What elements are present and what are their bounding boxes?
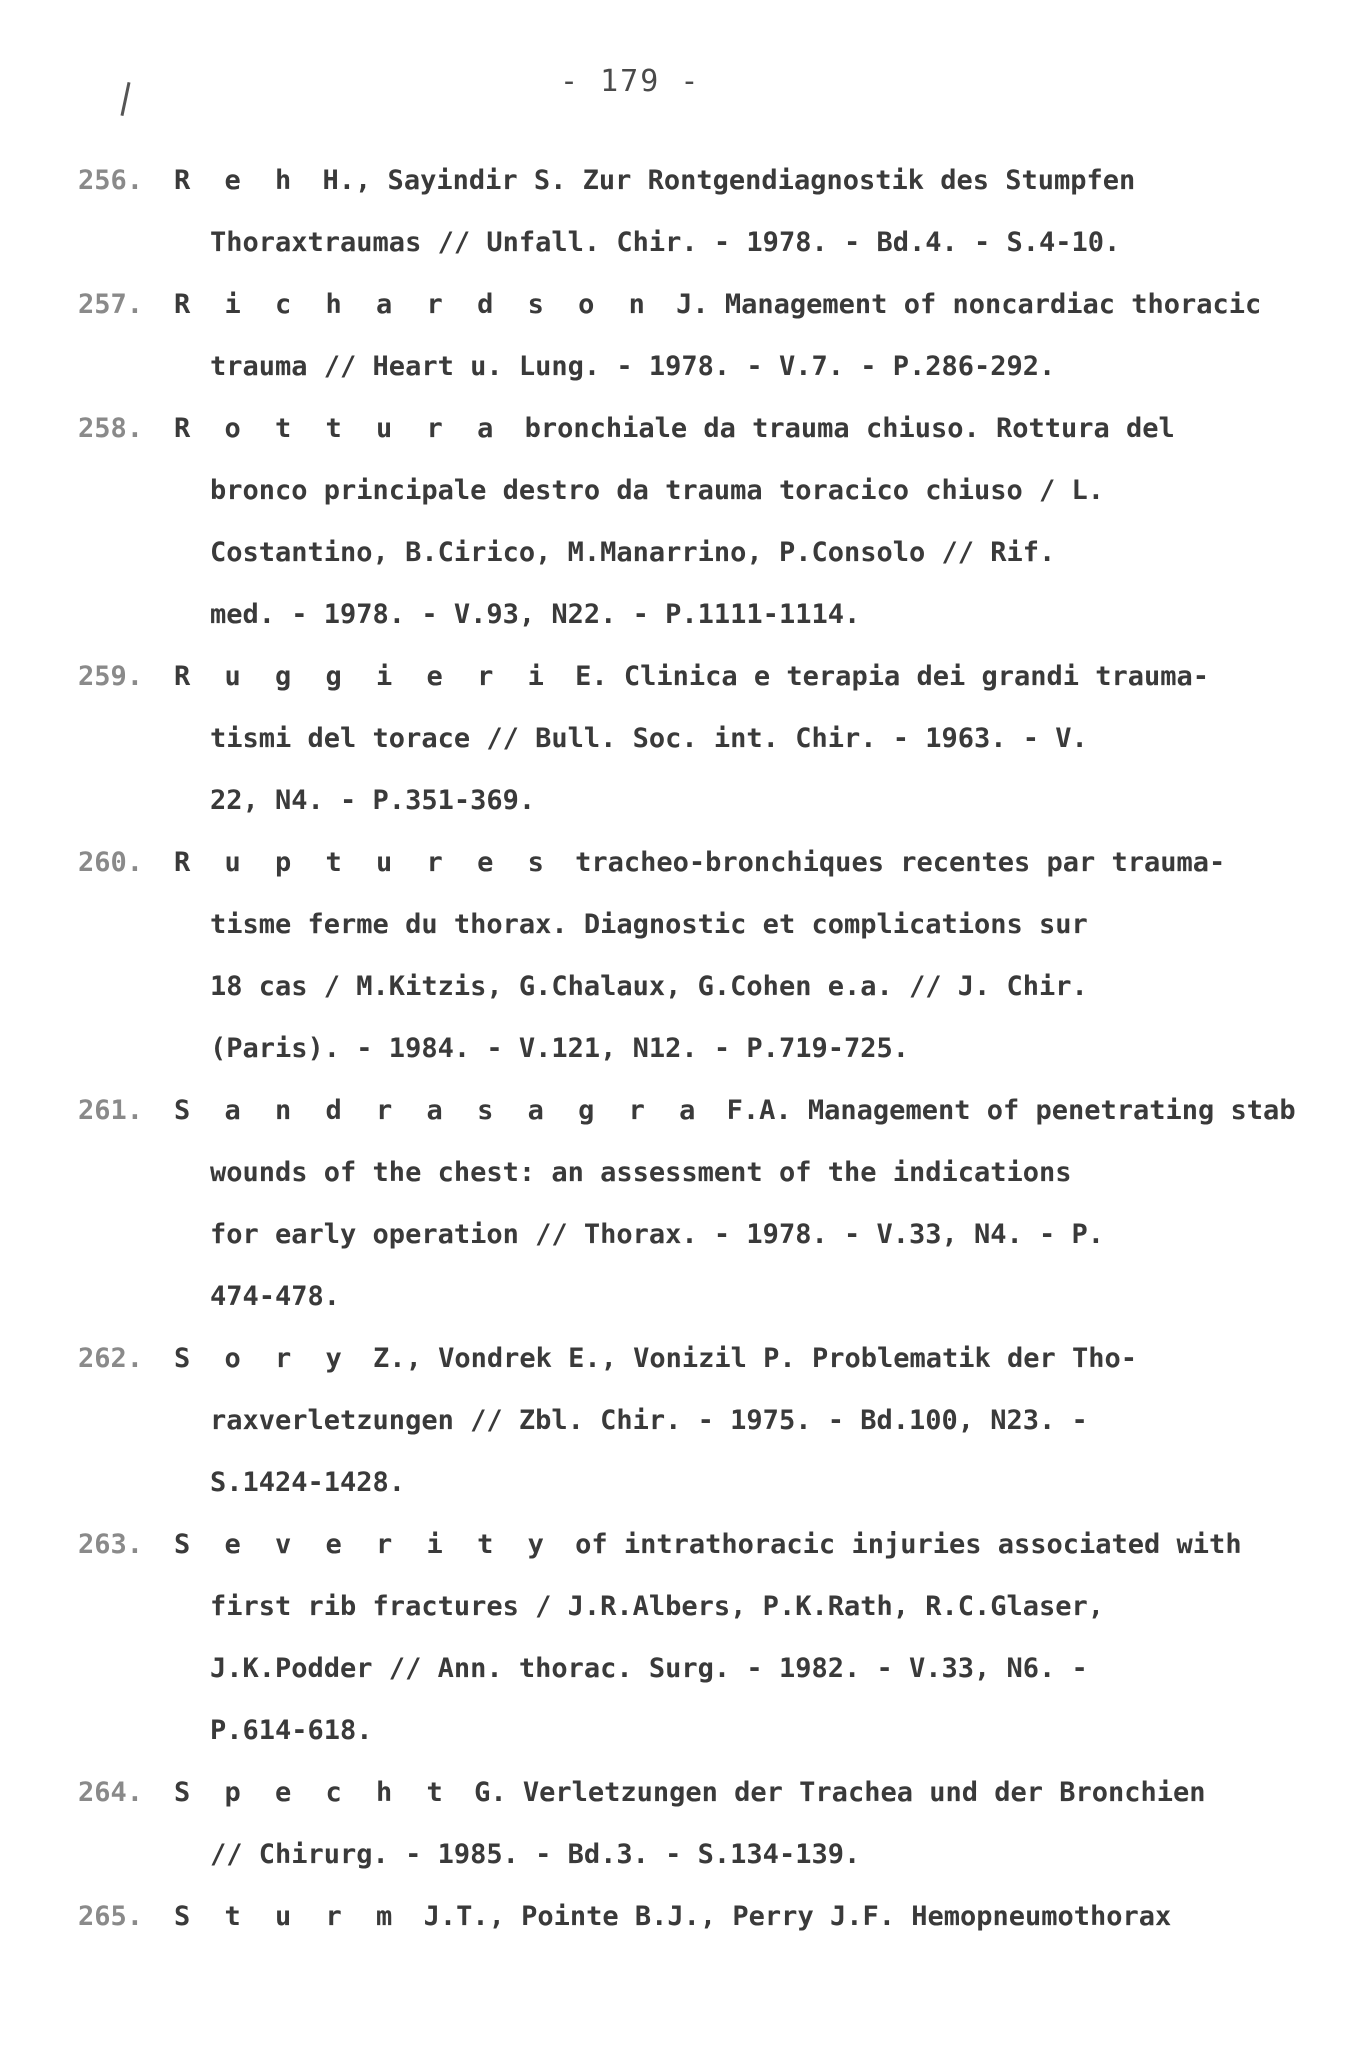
entry-text: for early operation // Thorax. - 1978. - V.33, N4. - P. xyxy=(210,1219,1105,1250)
entry-number: 265. xyxy=(78,1901,144,1932)
entry-continuation-line xyxy=(78,708,1308,770)
entry-continuation-line xyxy=(78,1390,1308,1452)
margin-pen-mark xyxy=(120,82,130,116)
entry-author-spaced: R u g g i e r i xyxy=(174,661,553,692)
entry-first-line xyxy=(78,832,1308,894)
entry-text: J. Management of noncardiac thoracic xyxy=(659,289,1262,320)
entry-continuation-line xyxy=(78,1576,1308,1638)
entry-text: S.1424-1428. xyxy=(210,1467,406,1498)
entry-continuation-line xyxy=(78,336,1308,398)
entry-continuation-line xyxy=(78,1142,1308,1204)
entry-text: tisme ferme du thorax. Diagnostic et complications sur xyxy=(210,909,1088,940)
entry-author-spaced: S a n d r a s a g r a xyxy=(174,1095,705,1126)
entry-author-spaced: R u p t u r e s xyxy=(174,847,553,878)
entry-text: F.A. Management of penetrating stab xyxy=(710,1095,1296,1126)
entry-continuation-line xyxy=(78,212,1308,274)
entry-author-spaced: R e h xyxy=(174,165,301,196)
entry-continuation-line xyxy=(78,956,1308,1018)
page-number: - 179 - xyxy=(560,64,701,99)
entry-continuation-line xyxy=(78,1638,1308,1700)
entry-text: H., Sayindir S. Zur Rontgendiagnostik des Stumpfen xyxy=(306,165,1136,196)
bibliography-entry xyxy=(78,274,1308,398)
entry-number: 262. xyxy=(78,1343,144,1374)
entry-author-spaced: S e v e r i t y xyxy=(174,1529,553,1560)
bibliography-entry xyxy=(78,1328,1308,1514)
bibliography-entry xyxy=(78,832,1308,1080)
bibliography-entry xyxy=(78,646,1308,832)
entry-first-line xyxy=(78,646,1308,708)
entry-continuation-line xyxy=(78,1824,1308,1886)
entry-continuation-line xyxy=(78,1266,1308,1328)
entry-author-spaced: R o t t u r a xyxy=(174,413,503,444)
entry-text: 474-478. xyxy=(210,1281,341,1312)
entry-continuation-line xyxy=(78,1452,1308,1514)
entry-text: E. Clinica e terapia dei grandi trauma- xyxy=(558,661,1210,692)
entry-number: 259. xyxy=(78,661,144,692)
entry-text: tismi del torace // Bull. Soc. int. Chir. - 1963. - V. xyxy=(210,723,1088,754)
entry-continuation-line xyxy=(78,460,1308,522)
entry-text: Costantino, B.Cirico, M.Manarrino, P.Consolo // Rif. xyxy=(210,537,1056,568)
entry-text: raxverletzungen // Zbl. Chir. - 1975. - Bd.100, N23. - xyxy=(210,1405,1088,1436)
entry-author-spaced: S o r y xyxy=(174,1343,351,1374)
entry-text: Thoraxtraumas // Unfall. Chir. - 1978. - Bd.4. - S.4-10. xyxy=(210,227,1121,258)
entry-text: wounds of the chest: an assessment of the indications xyxy=(210,1157,1072,1188)
entry-number: 258. xyxy=(78,413,144,444)
entry-number: 263. xyxy=(78,1529,144,1560)
entry-number: 261. xyxy=(78,1095,144,1126)
entry-continuation-line xyxy=(78,584,1308,646)
entry-first-line xyxy=(78,1514,1308,1576)
entry-author-spaced: S p e c h t xyxy=(174,1777,452,1808)
entry-text: trauma // Heart u. Lung. - 1978. - V.7. - P.286-292. xyxy=(210,351,1056,382)
entry-continuation-line xyxy=(78,1018,1308,1080)
entry-continuation-line xyxy=(78,770,1308,832)
entry-first-line xyxy=(78,1886,1308,1948)
entry-continuation-line xyxy=(78,1700,1308,1762)
entry-first-line xyxy=(78,1762,1308,1824)
bibliography-entry xyxy=(78,1886,1308,1948)
entry-first-line xyxy=(78,1080,1308,1142)
entry-text: G. Verletzungen der Trachea und der Bronchien xyxy=(457,1777,1206,1808)
entry-number: 260. xyxy=(78,847,144,878)
bibliography-entry xyxy=(78,1080,1308,1328)
entry-author-spaced: S t u r m xyxy=(174,1901,402,1932)
entry-text: med. - 1978. - V.93, N22. - P.1111-1114. xyxy=(210,599,861,630)
entry-number: 257. xyxy=(78,289,144,320)
entry-text: bronchiale da trauma chiuso. Rottura del xyxy=(508,413,1175,444)
entry-text: first rib fractures / J.R.Albers, P.K.Rath, R.C.Glaser, xyxy=(210,1591,1105,1622)
entry-text: Z., Vondrek E., Vonizil P. Problematik der Tho- xyxy=(356,1343,1138,1374)
entry-continuation-line xyxy=(78,1204,1308,1266)
entry-text: J.T., Pointe B.J., Perry J.F. Hemopneumothorax xyxy=(407,1901,1172,1932)
entry-text: // Chirurg. - 1985. - Bd.3. - S.134-139. xyxy=(210,1839,861,1870)
entry-text: J.K.Podder // Ann. thorac. Surg. - 1982. - V.33, N6. - xyxy=(210,1653,1088,1684)
entry-number: 256. xyxy=(78,165,144,196)
entry-first-line xyxy=(78,274,1308,336)
bibliography-entry xyxy=(78,1762,1308,1886)
entry-continuation-line xyxy=(78,894,1308,956)
entry-text: (Paris). - 1984. - V.121, N12. - P.719-725. xyxy=(210,1033,909,1064)
bibliography-entry xyxy=(78,398,1308,646)
entry-first-line xyxy=(78,150,1308,212)
entry-text: of intrathoracic injuries associated with xyxy=(558,1529,1242,1560)
entry-continuation-line xyxy=(78,522,1308,584)
entry-text: 18 cas / M.Kitzis, G.Chalaux, G.Cohen e.a. // J. Chir. xyxy=(210,971,1088,1002)
bibliography-entry xyxy=(78,1514,1308,1762)
entry-text: tracheo-bronchiques recentes par trauma- xyxy=(558,847,1226,878)
entry-first-line xyxy=(78,1328,1308,1390)
entry-number: 264. xyxy=(78,1777,144,1808)
entry-text: 22, N4. - P.351-369. xyxy=(210,785,536,816)
entry-first-line xyxy=(78,398,1308,460)
entry-text: bronco principale destro da trauma toracico chiuso / L. xyxy=(210,475,1105,506)
entry-author-spaced: R i c h a r d s o n xyxy=(174,289,654,320)
bibliography-list xyxy=(78,150,1308,1948)
entry-text: P.614-618. xyxy=(210,1715,373,1746)
bibliography-entry xyxy=(78,150,1308,274)
